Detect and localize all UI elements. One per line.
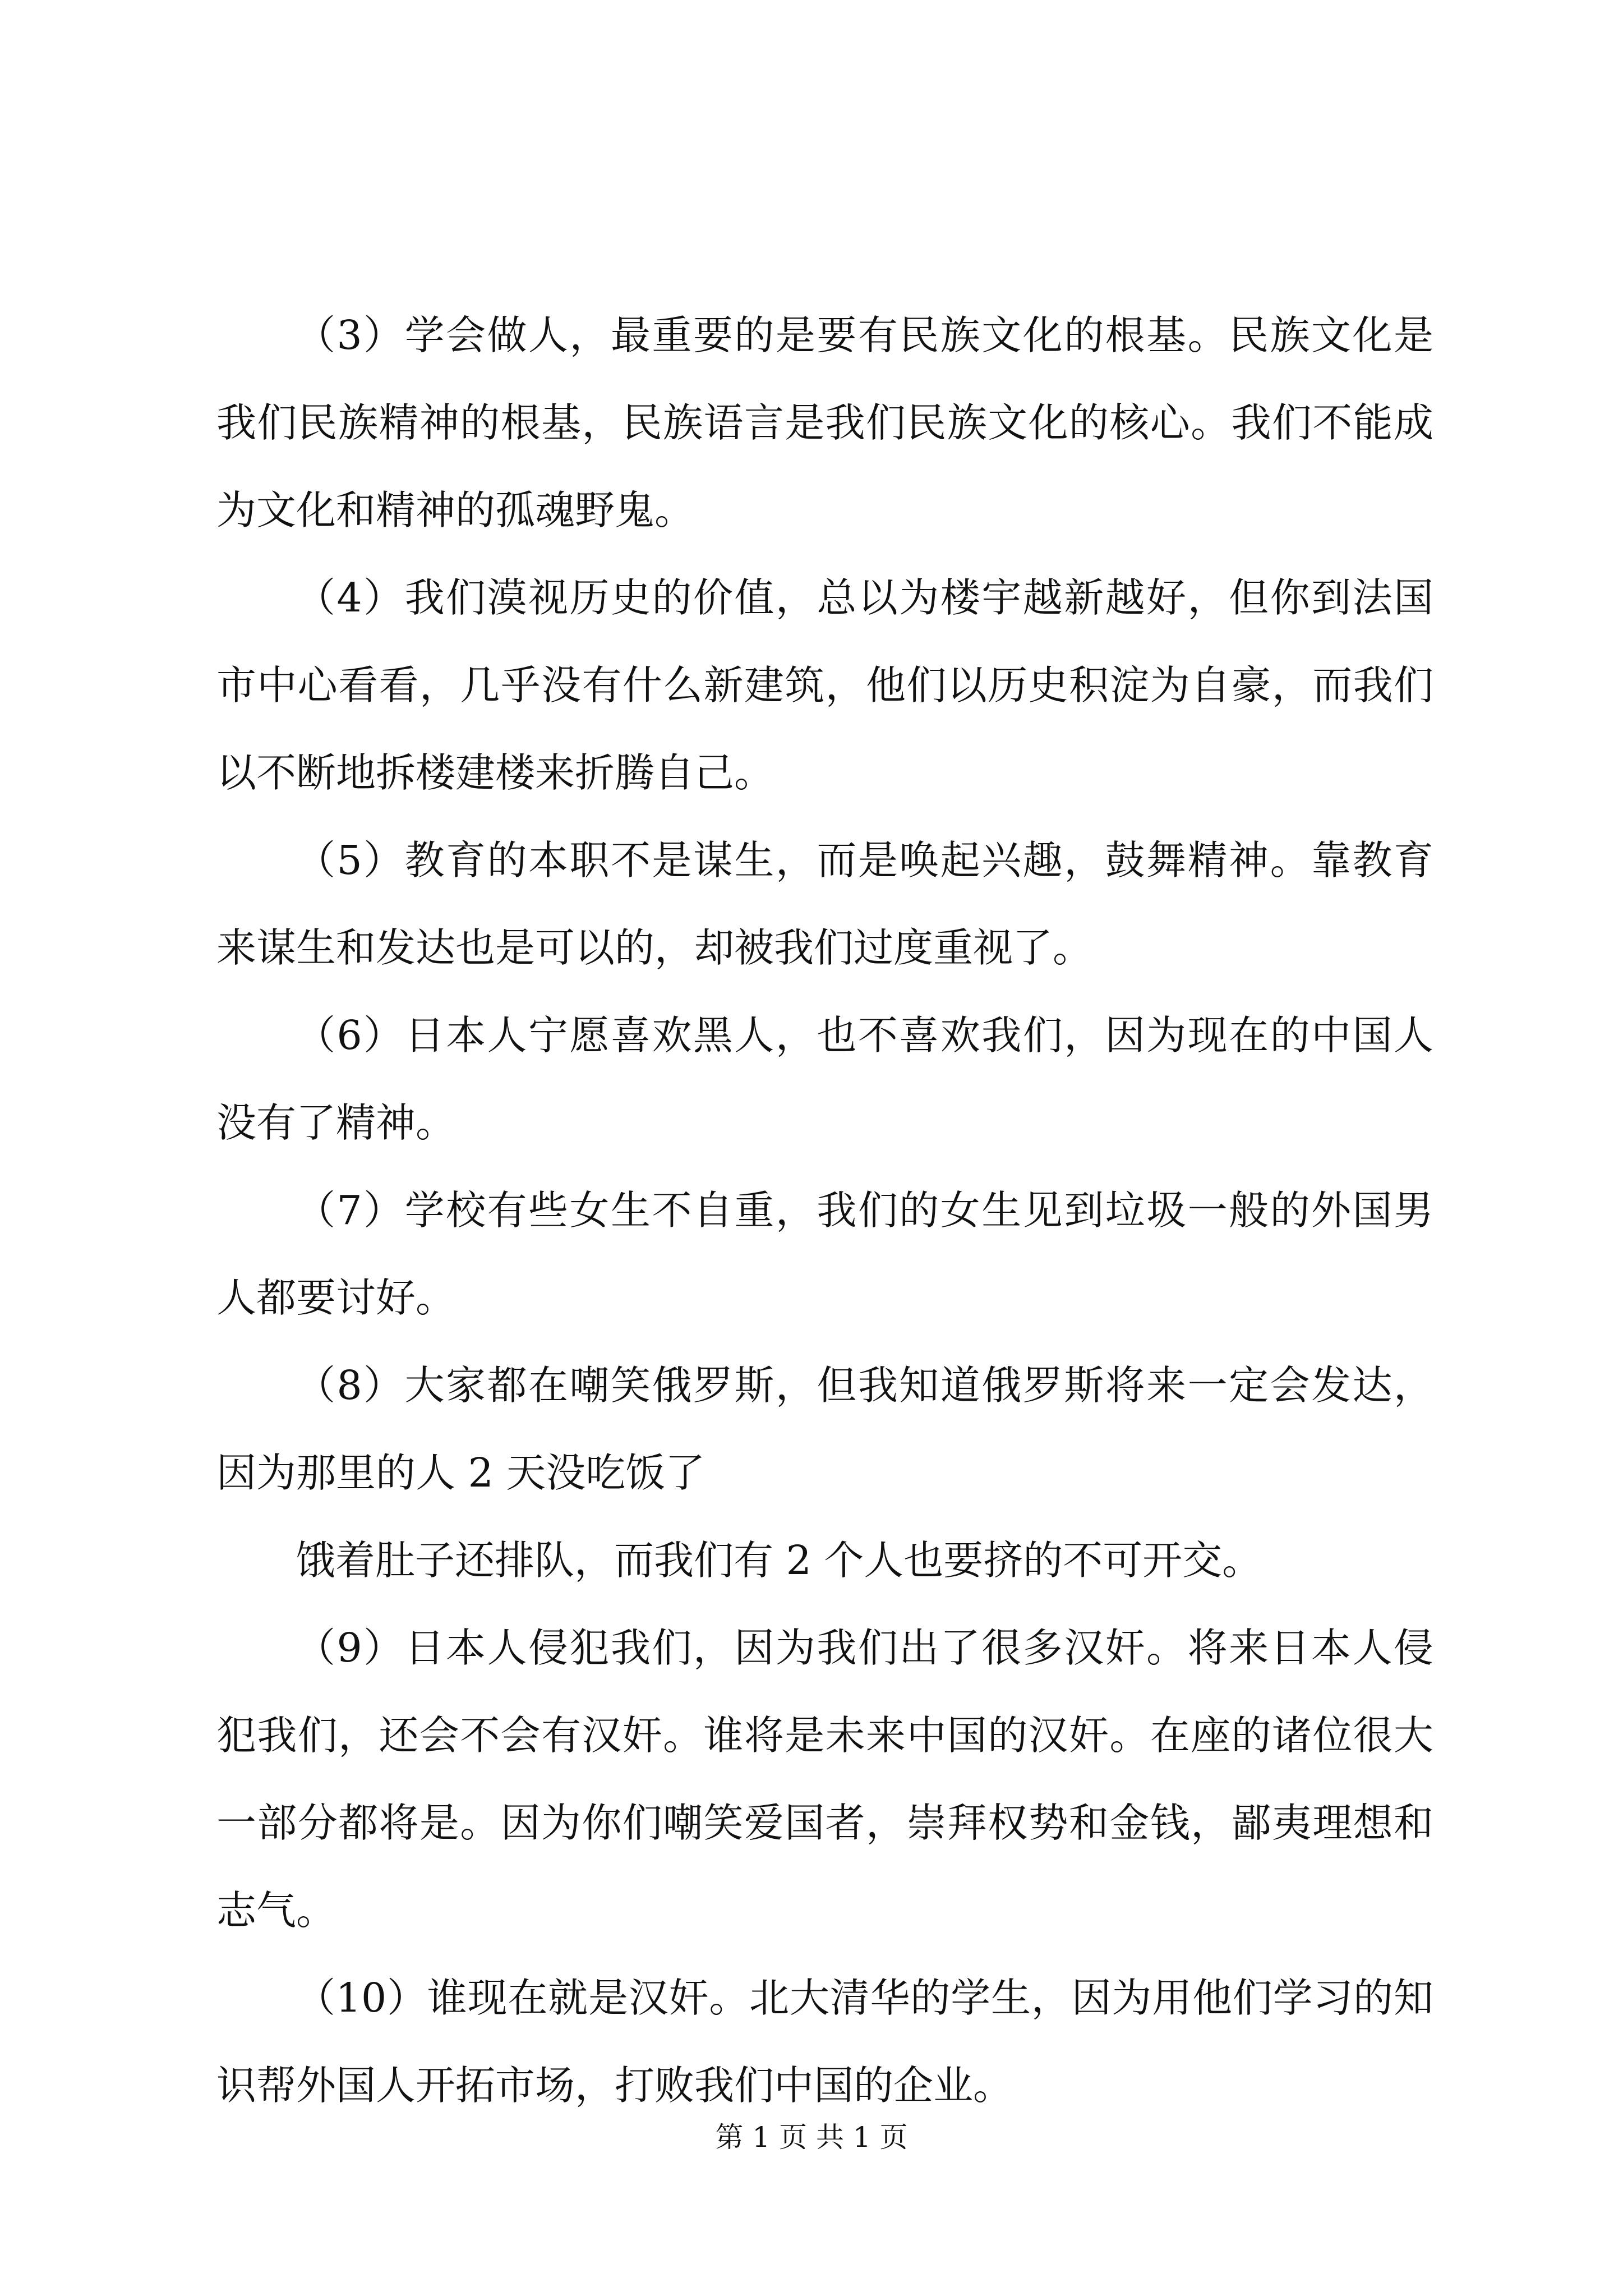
paragraph-8-continued: 饿着肚子还排队，而我们有 2 个人也要挤的不可开交。	[296, 1537, 1262, 1584]
paragraph-7: （7）学校有些女生不自重，我们的女生见到垃圾一般的外国男人都要讨好。	[216, 1187, 1433, 1321]
paragraph-10: （10）谁现在就是汉奸。北大清华的学生，因为用他们学习的知识帮外国人开拓市场，打败我们中国的企业。	[216, 1975, 1433, 2109]
paragraph-6: （6）日本人宁愿喜欢黑人，也不喜欢我们，因为现在的中国人没有了精神。	[216, 1012, 1433, 1146]
paragraph-8: （8）大家都在嘲笑俄罗斯，但我知道俄罗斯将来一定会发达，因为那里的人 2 天没吃饭了	[216, 1362, 1433, 1496]
paragraph-9: （9）日本人侵犯我们，因为我们出了很多汉奸。将来日本人侵犯我们，还会不会有汉奸。谁将是未来中国的汉奸。在座的诸位很大一部分都将是。因为你们嘲笑爱国者，崇拜权势和金钱，鄙夷理想和志气。	[216, 1625, 1433, 1934]
document-body	[216, 292, 1433, 2129]
paragraph-4: （4）我们漠视历史的价值，总以为楼宇越新越好，但你到法国市中心看看，几乎没有什么新建筑，他们以历史积淀为自豪，而我们以不断地拆楼建楼来折腾自己。	[216, 574, 1433, 796]
page-number-footer: 第 1 页 共 1 页	[715, 2121, 908, 2154]
paragraph-5: （5）教育的本职不是谋生，而是唤起兴趣，鼓舞精神。靠教育来谋生和发达也是可以的，却被我们过度重视了。	[216, 837, 1433, 971]
paragraph-3: （3）学会做人，最重要的是要有民族文化的根基。民族文化是我们民族精神的根基，民族语言是我们民族文化的核心。我们不能成为文化和精神的孤魂野鬼。	[216, 312, 1433, 533]
